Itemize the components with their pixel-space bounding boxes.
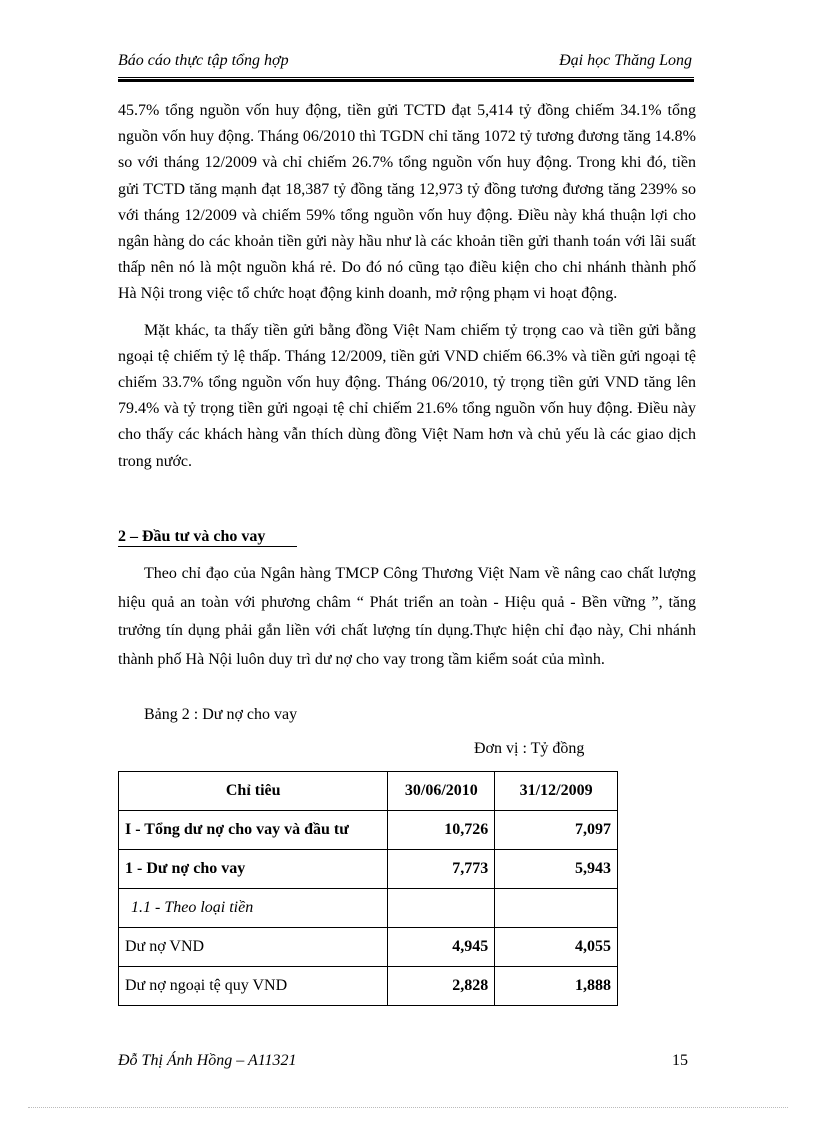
row-value-1 — [388, 889, 495, 928]
row-value-2 — [495, 889, 618, 928]
row-value-1: 10,726 — [388, 811, 495, 850]
row-label: 1 - Dư nợ cho vay — [119, 850, 388, 889]
header-cell-indicator: Chỉ tiêu — [119, 772, 388, 811]
table-row — [119, 811, 618, 850]
header-university: Đại học Thăng Long — [559, 52, 692, 69]
table-unit: Đơn vị : Tỷ đồng — [474, 740, 585, 757]
paragraph-3: Theo chỉ đạo của Ngân hàng TMCP Công Thương Việt Nam về nâng cao chất lượng hiệu quả an toàn với phương châm “ Phát triển an toàn - Hiệu quả - Bền vững ”, tăng trưởng tín dụng phải gắn liền với chất lượng tín dụng.Thực hiện chỉ đạo này, Chi nhánh thành phố Hà Nội luôn duy trì dư nợ cho vay trong tầm kiểm soát của mình. — [118, 565, 696, 668]
row-label: I - Tổng dư nợ cho vay và đầu tư — [119, 811, 388, 850]
section-heading-text: 2 – Đầu tư và cho vay — [118, 528, 297, 547]
footer-author: Đỗ Thị Ánh Hồng – A11321 — [118, 1052, 297, 1069]
table-row — [119, 850, 618, 889]
row-label: Dư nợ ngoại tệ quy VND — [119, 967, 388, 1006]
header-cell-date-2: 31/12/2009 — [495, 772, 618, 811]
loan-table — [118, 771, 618, 1006]
page-number: 15 — [672, 1052, 688, 1069]
row-value-2: 1,888 — [495, 967, 618, 1006]
row-value-1: 7,773 — [388, 850, 495, 889]
page-header — [118, 50, 692, 76]
paragraph-2: Mặt khác, ta thấy tiền gửi bằng đồng Việt Nam chiếm tỷ trọng cao và tiền gửi bằng ngoại tệ chiếm tỷ lệ thấp. Tháng 12/2009, tiền gửi VND chiếm 66.3% và tiền gửi ngoại tệ chiếm 33.7% tổng nguồn vốn huy động. Tháng 06/2010, tỷ trọng tiền gửi VND tăng lên 79.4% và tỷ trọng tiền gửi ngoại tệ chỉ chiếm 21.6% tổng nguồn vốn huy động. Điều này cho thấy các khách hàng vẫn thích dùng đồng Việt Nam hơn và chủ yếu là các giao dịch trong nước. — [118, 321, 696, 470]
row-value-1: 4,945 — [388, 928, 495, 967]
table-row — [119, 889, 618, 928]
header-rule-thin — [118, 77, 694, 78]
row-value-2: 7,097 — [495, 811, 618, 850]
section-heading — [118, 528, 297, 546]
row-value-2: 5,943 — [495, 850, 618, 889]
body-text-section-2 — [118, 560, 696, 674]
row-value-1: 2,828 — [388, 967, 495, 1006]
row-label: 1.1 - Theo loại tiền — [119, 889, 388, 928]
table-row — [119, 928, 618, 967]
row-label: Dư nợ VND — [119, 928, 388, 967]
body-text — [118, 98, 696, 475]
header-cell-date-1: 30/06/2010 — [388, 772, 495, 811]
paragraph-1: 45.7% tổng nguồn vốn huy động, tiền gửi TCTD đạt 5,414 tỷ đồng chiếm 34.1% tổng nguồn vốn huy động. Tháng 06/2010 thì TGDN chỉ tăng 1072 tỷ tương đương tăng 14.8% so với tháng 12/2009 và chỉ chiếm 26.7% tổng nguồn vốn huy động. Trong khi đó, tiền gửi TCTD tăng mạnh đạt 18,387 tỷ đồng tăng 12,973 tỷ đồng tương đương tăng 239% so với tháng 12/2009 và chiếm 59% tổng nguồn vốn huy động. Điều này khá thuận lợi cho ngân hàng do các khoản tiền gửi này hầu như là các khoản tiền gửi thanh toán với lãi suất thấp nên nó là một nguồn khá rẻ. Do đó nó cũng tạo điều kiện cho chi nhánh thành phố Hà Nội trong việc tổ chức hoạt động kinh doanh, mở rộng phạm vi hoạt động. — [118, 102, 696, 303]
page-bottom-divider — [28, 1107, 788, 1108]
table-caption: Bảng 2 : Dư nợ cho vay — [144, 706, 298, 723]
table-row — [119, 967, 618, 1006]
header-rule-thick — [118, 79, 694, 82]
row-value-2: 4,055 — [495, 928, 618, 967]
table-header-row — [119, 772, 618, 811]
header-report-title: Báo cáo thực tập tổng hợp — [118, 52, 289, 69]
